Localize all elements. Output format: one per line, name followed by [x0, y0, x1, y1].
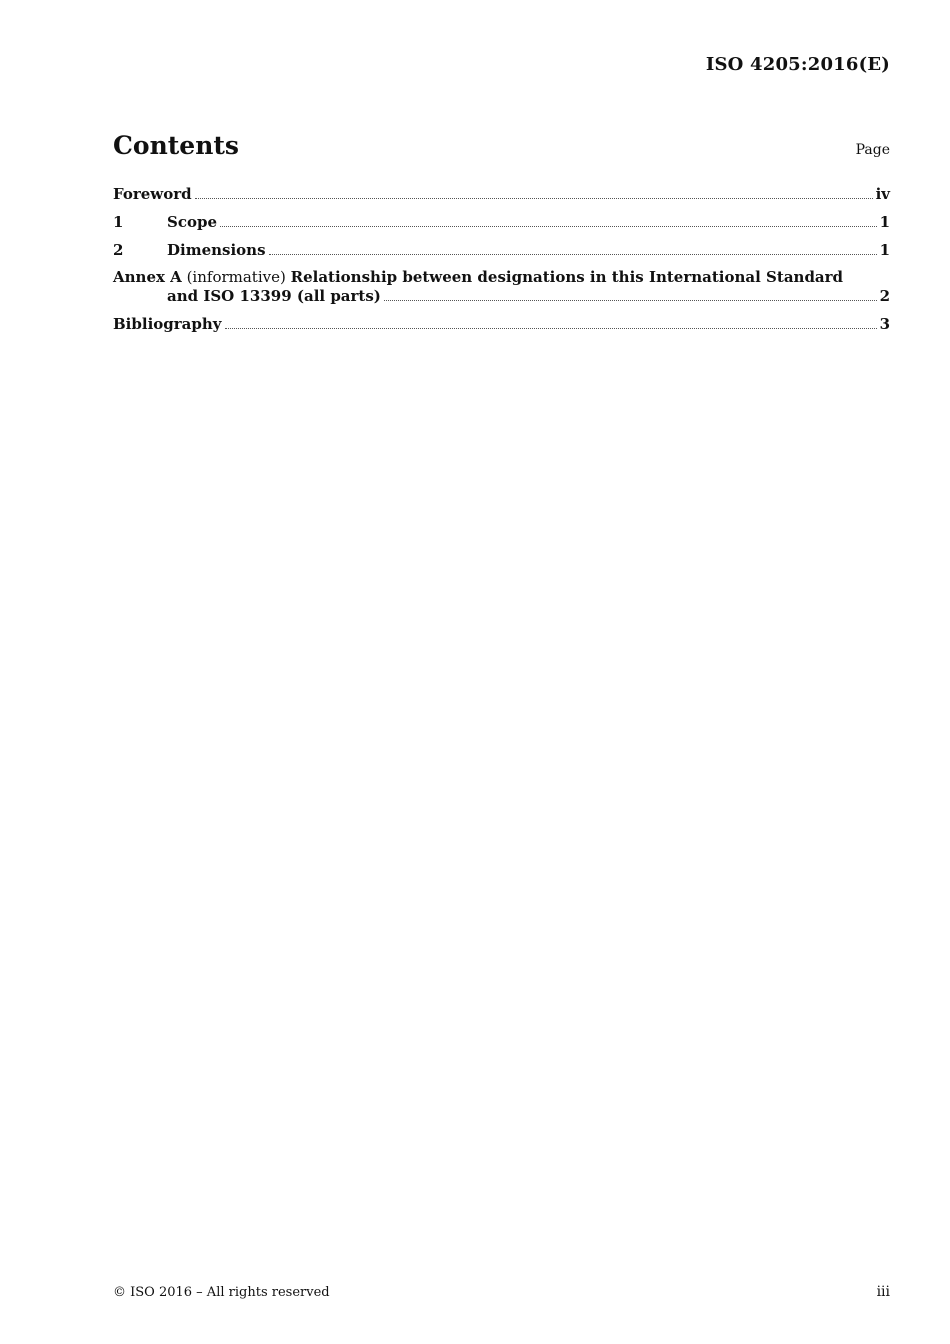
table-of-contents [113, 184, 890, 342]
page-column-label: Page [855, 142, 890, 158]
toc-entry-title: Scope [167, 213, 218, 231]
toc-entry-page: 1 [879, 213, 890, 231]
copyright-notice: © ISO 2016 – All rights reserved [113, 1285, 330, 1300]
toc-entry-dimensions[interactable] [113, 240, 890, 260]
annex-note: (informative) [186, 268, 286, 286]
toc-entry-title: Bibliography [113, 315, 222, 333]
annex-title-line1: Relationship between designations in this International Standard [290, 268, 844, 286]
toc-entry-title: Dimensions [167, 241, 266, 259]
document-identifier: ISO 4205:2016(E) [705, 54, 890, 75]
dot-leader [195, 197, 873, 199]
toc-entry-page: 1 [879, 241, 890, 259]
toc-entry-page: iv [875, 185, 890, 203]
annex-first-line [113, 268, 890, 287]
dot-leader [220, 225, 877, 227]
dot-leader [384, 299, 877, 301]
toc-entry-bibliography[interactable] [113, 314, 890, 334]
contents-heading: Contents [113, 131, 240, 160]
toc-entry-title: Foreword [113, 185, 192, 203]
dot-leader [225, 327, 877, 329]
annex-title-line2: and ISO 13399 (all parts) [167, 287, 381, 305]
toc-entry-page: 3 [879, 315, 890, 333]
toc-entry-number: 1 [113, 213, 124, 231]
toc-entry-number: 2 [113, 241, 124, 259]
annex-label: Annex A [113, 268, 182, 286]
page-number: iii [876, 1284, 890, 1300]
dot-leader [269, 253, 877, 255]
toc-entry-foreword[interactable] [113, 184, 890, 204]
annex-second-line [113, 287, 890, 306]
toc-entry-page: 2 [879, 287, 890, 305]
toc-entry-scope[interactable] [113, 212, 890, 232]
toc-entry-annex-a[interactable] [113, 268, 890, 306]
